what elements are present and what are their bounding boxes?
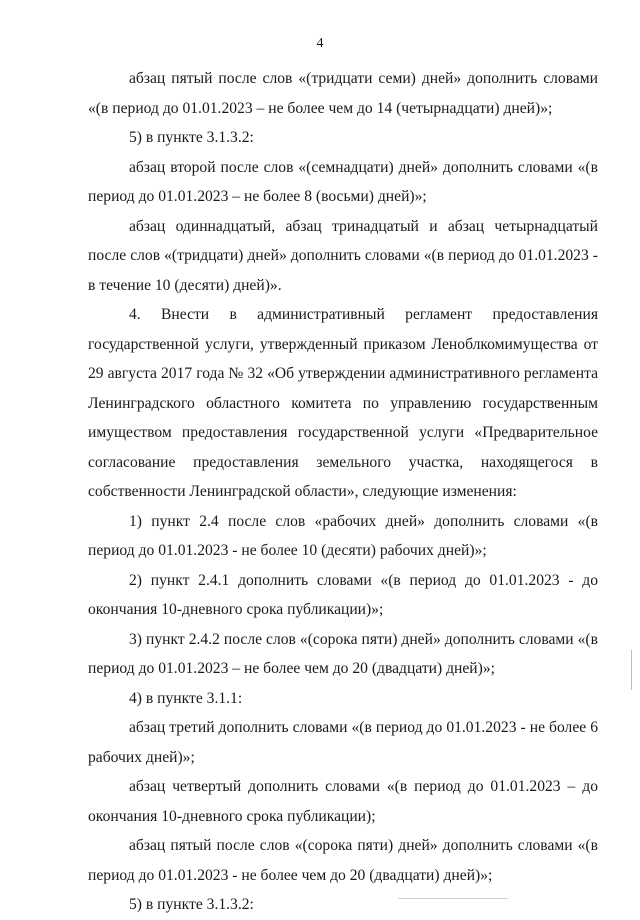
scan-bottom-mark [398,898,508,899]
paragraph-12: абзац пятый после слов «(сорока пяти) дней» дополнить словами «(в период до 01.01.2023 - не более чем до 20 (двадцати) дней)»; [88,837,598,884]
paragraph-8: 3) пункт 2.4.2 после слов «(сорока пяти) дней» дополнить словами «(в период до 01.01.2023 – не более чем до 20 (двадцати) дней)»; [88,630,598,677]
page-number: 4 [316,36,324,51]
paragraph-10: абзац третий дополнить словами «(в период до 01.01.2023 - не более 6 рабочих дней)»; [88,719,598,766]
paragraph-7: 2) пункт 2.4.1 дополнить словами «(в период до 01.01.2023 - до окончания 10-дневного срока публикации)»; [88,571,598,618]
paragraph-9: 4) в пункте 3.1.1: [129,689,243,707]
paragraph-2: 5) в пункте 3.1.3.2: [129,129,254,146]
paragraph-13: 5) в пункте 3.1.3.2: [129,896,254,913]
paragraph-1: абзац пятый после слов «(тридцати семи) дней» дополнить словами «(в период до 01.01.2023 – не более чем до 14 (четырнадцати) дней)»; [88,70,598,117]
paragraph-6: 1) пункт 2.4 после слов «рабочих дней» дополнить словами «(в период до 01.01.2023 - не более 10 (десяти) рабочих дней)»; [88,512,598,559]
paragraph-3: абзац второй после слов «(семнадцати) дней» дополнить словами «(в период до 01.01.2023 – не более 8 (восьми) дней)»; [88,158,598,205]
paragraph-4: абзац одиннадцатый, абзац тринадцатый и абзац четырнадцатый после слов «(тридцати) дней» дополнить словами «(в период до 01.01.2023 - в течение 10 (десяти) дней)». [88,217,598,294]
scan-edge-mark [631,650,632,690]
document-body [88,64,598,920]
paragraph-5: 4. Внести в административный регламент предоставления государственной услуги, утвержденный приказом Леноблкомимущества от 29 августа 2017 года № 32 «Об утверждении административного регламента Ленинградского областного комитета по управлению государственным имуществом предоставления государственной услуги «Предварительное согласование предоставления земельного участка, находящегося в собственности Ленинградской области», следующие изменения: [88,306,598,500]
paragraph-11: абзац четвертый дополнить словами «(в период до 01.01.2023 – до окончания 10-дневного срока публикации); [88,778,598,825]
